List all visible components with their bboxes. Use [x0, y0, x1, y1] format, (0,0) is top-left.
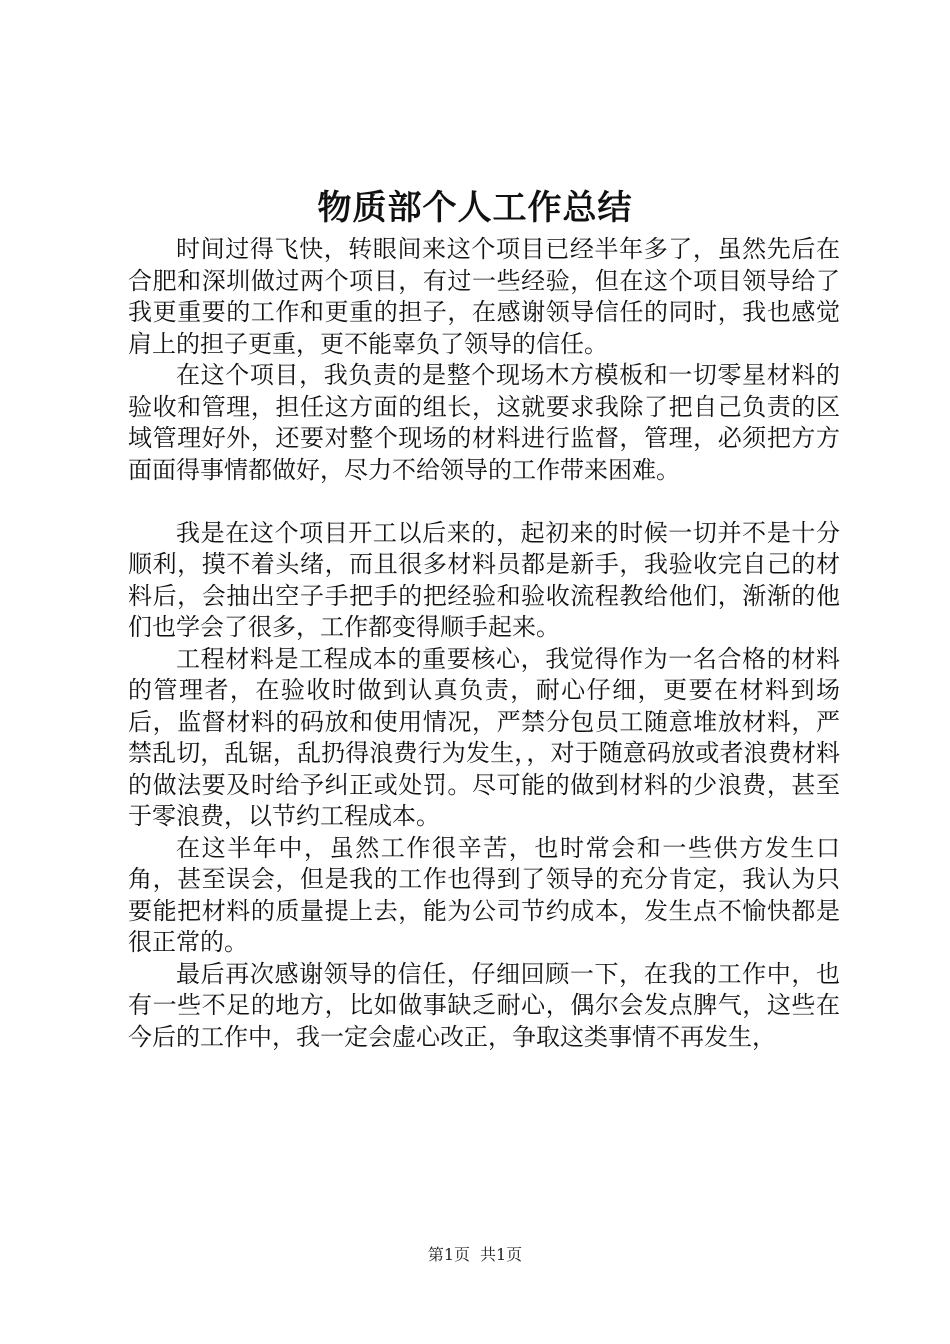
paragraph-6: 最后再次感谢领导的信任，仔细回顾一下，在我的工作中，也有一些不足的地方，比如做事缺乏耐心，偶尔会发点脾气，这些在今后的工作中，我一定会虚心改正，争取这类事情不再发生，: [128, 959, 840, 1051]
paragraph-4: 工程材料是工程成本的重要核心，我觉得作为一名合格的材料的管理者，在验收时做到认真负责，耐心仔细，更要在材料到场后，监督材料的码放和使用情况，严禁分包员工随意堆放材料，严禁乱切，乱锯，乱扔得浪费行为发生，，对于随意码放或者浪费材料的做法要及时给予纠正或处罚。尽可能的做到材料的少浪费，甚至于零浪费，以节约工程成本。: [128, 644, 840, 830]
page-number: 第1页: [427, 1245, 470, 1264]
document-title: 物质部个人工作总结: [317, 188, 633, 228]
document-body: [128, 234, 840, 1053]
paragraph-2: 在这个项目，我负责的是整个现场木方模板和一切零星材料的验收和管理，担任这方面的组长，这就要求我除了把自己负责的区域管理好外，还要对整个现场的材料进行监督，管理，必须把方方面面得事情都做好，尽力不给领导的工作带来困难。: [128, 361, 840, 484]
page-total: 共1页: [480, 1245, 523, 1264]
paragraph-spacer: [128, 486, 840, 518]
paragraph-5: 在这半年中，虽然工作很辛苦，也时常会和一些供方发生口角，甚至误会，但是我的工作也得到了领导的充分肯定，我认为只要能把材料的质量提上去，能为公司节约成本，发生点不愉快都是很正常的。: [128, 833, 840, 956]
page-footer: [0, 1243, 950, 1267]
paragraph-1: 时间过得飞快，转眼间来这个项目已经半年多了，虽然先后在合肥和深圳做过两个项目，有过一些经验，但在这个项目领导给了我更重要的工作和更重的担子，在感谢领导信任的同时，我也感觉肩上的担子更重，更不能辜负了领导的信任。: [128, 235, 840, 358]
paragraph-3: 我是在这个项目开工以后来的，起初来的时候一切并不是十分顺利，摸不着头绪，而且很多材料员都是新手，我验收完自己的材料后，会抽出空子手把手的把经验和验收流程教给他们，渐渐的他们也学会了很多，工作都变得顺手起来。: [128, 518, 840, 641]
